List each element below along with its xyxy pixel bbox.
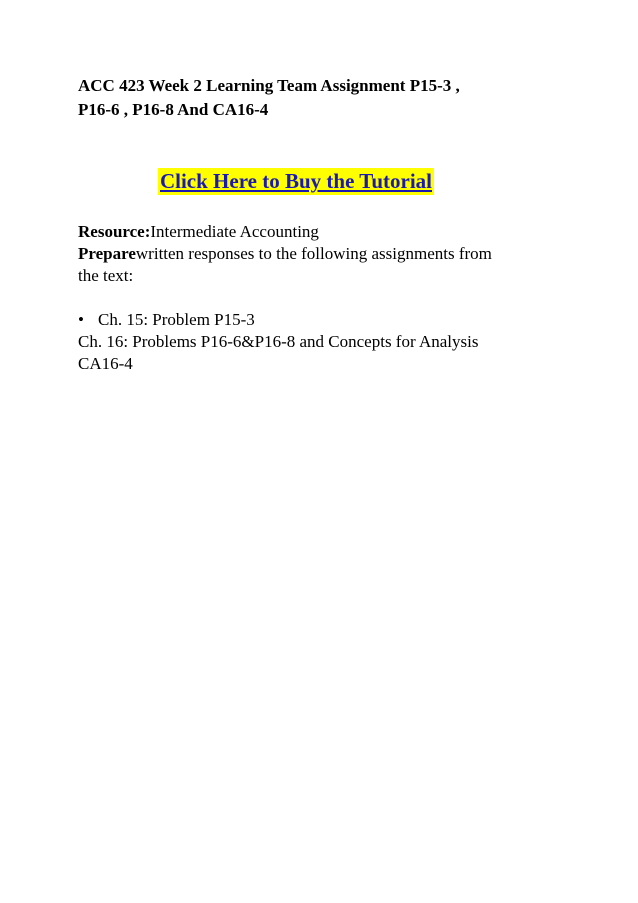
resource-label: Resource: bbox=[78, 222, 151, 241]
resource-paragraph bbox=[78, 221, 558, 287]
ch16-line-1: Ch. 16: Problems P16-6&P16-8 and Concepts for Analysis bbox=[78, 332, 479, 351]
buy-tutorial-link[interactable]: Click Here to Buy the Tutorial bbox=[159, 169, 433, 193]
list-item-text: Ch. 15: Problem P15-3 bbox=[98, 310, 255, 329]
bullet-icon: • bbox=[78, 310, 84, 329]
title-line-1: ACC 423 Week 2 Learning Team Assignment P15-3 , bbox=[78, 76, 460, 95]
assignment-list bbox=[78, 309, 558, 375]
resource-value: Intermediate Accounting bbox=[150, 222, 319, 241]
document-title bbox=[78, 74, 558, 122]
prepare-line-1 bbox=[78, 243, 558, 265]
resource-line bbox=[78, 221, 558, 243]
document-content bbox=[78, 74, 558, 375]
prepare-line-2: the text: bbox=[78, 266, 134, 285]
prepare-label: Prepare bbox=[78, 244, 136, 263]
title-line-2: P16-6 , P16-8 And CA16-4 bbox=[78, 100, 269, 119]
ch16-line-2: CA16-4 bbox=[78, 354, 133, 373]
tutorial-link-container bbox=[78, 168, 558, 195]
prepare-text-1: written responses to the following assignments from bbox=[135, 244, 492, 263]
list-item bbox=[78, 309, 558, 331]
